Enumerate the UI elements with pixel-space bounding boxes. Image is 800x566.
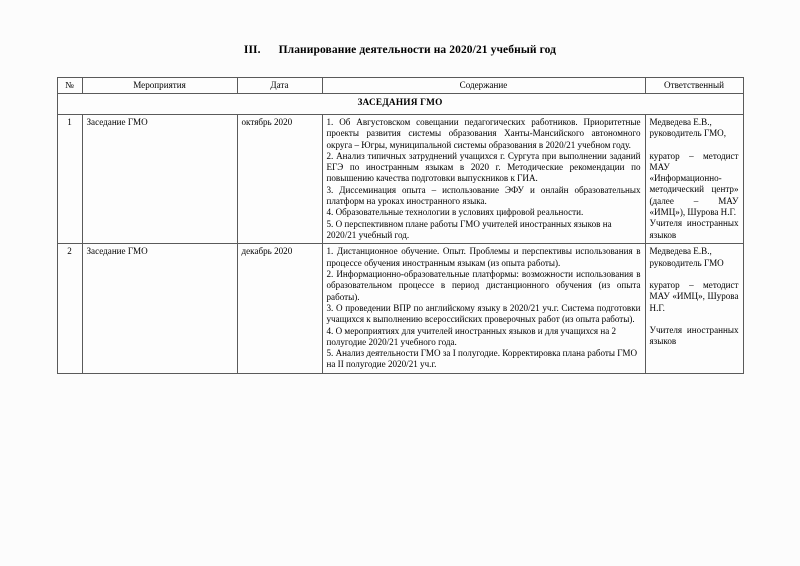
content-item: 5. О перспективном плане работы ГМО учителей иностранных языков на 2020/21 учебный год. (326, 218, 612, 240)
table-header (57, 78, 743, 94)
page-title (0, 0, 800, 56)
blank-line (650, 269, 739, 280)
section-header-label: ЗАСЕДАНИЯ ГМО (57, 94, 743, 115)
activity-planning-table (57, 77, 744, 374)
responsible-line: куратор – методист МАУ «Информационно-методический центр» (далее – МАУ «ИМЦ»), Шурова Н.Г. (649, 150, 739, 218)
table-body (57, 94, 743, 373)
blank-line (650, 314, 739, 325)
content-item: 5. Анализ деятельности ГМО за I полугодие. Корректировка плана работы ГМО на II полугодие 2020/21 уч.г. (326, 348, 638, 370)
row-responsible (645, 244, 743, 373)
responsible-line: руководитель ГМО (649, 257, 724, 268)
content-item: 1. Дистанционное обучение. Опыт. Проблемы и перспективы использования в процессе обучения иностранным языкам (из опыта работы). (326, 246, 641, 268)
section-header-row (57, 94, 743, 115)
content-item: 1. Об Августовском совещании педагогических работников. Приоритетные проекты развития системы образования Ханты-Мансийского автономного округа – Югры, муниципальной системы образования в 2020/21 учебном году. (326, 116, 641, 150)
content-item: 3. О проведении ВПР по английскому языку в 2020/21 уч.г. Система подготовки учащихся к выполнению всероссийских проверочных работ (из опыта работы). (326, 302, 641, 325)
responsible-line: Учителя иностранных языков (649, 324, 739, 347)
row-content (322, 114, 645, 243)
row-number: 1 (57, 114, 82, 243)
column-header-event: Мероприятия (82, 78, 237, 94)
row-date: декабрь 2020 (237, 244, 322, 373)
row-number: 2 (57, 244, 82, 373)
column-header-content: Содержание (322, 78, 645, 94)
row-date: октябрь 2020 (237, 114, 322, 243)
content-item: 4. О мероприятиях для учителей иностранных языков и для учащихся на 2 полугодие 2020/21 учебного года. (326, 325, 617, 347)
table-header-row (57, 78, 743, 94)
row-content (322, 244, 645, 373)
responsible-line: руководитель ГМО, (649, 128, 727, 139)
row-event: Заседание ГМО (82, 114, 237, 243)
responsible-line: Медведева Е.В., (649, 246, 712, 257)
responsible-line: куратор – методист МАУ «ИМЦ», Шурова Н.Г. (649, 279, 739, 313)
content-item: 4. Образовательные технологии в условиях цифровой реальности. (326, 207, 584, 218)
heading-numeral: III. (243, 44, 261, 56)
column-header-number: № (57, 78, 82, 94)
heading-text: Планирование деятельности на 2020/21 учебный год (278, 44, 557, 56)
column-header-responsible: Ответственный (645, 78, 743, 94)
content-item: 3. Диссеминация опыта – использование ЭФУ и онлайн образовательных платформ на уроках иностранного языка. (326, 184, 641, 207)
table-row (57, 244, 743, 373)
row-responsible (645, 114, 743, 243)
table-row (57, 114, 743, 243)
column-header-date: Дата (237, 78, 322, 94)
content-item: 2. Информационно-образовательные платформы: возможности использования в образовательном процессе в период дистанционного обучения (из опыта работы). (326, 268, 641, 302)
blank-line (650, 140, 739, 151)
responsible-line: Медведева Е.В., (649, 116, 712, 127)
content-item: 2. Анализ типичных затруднений учащихся г. Сургута при выполнении заданий ЕГЭ по иностранным языкам в 2020 г. Методические рекомендации по повышению качества подготовки выпускников к ГИА. (326, 150, 641, 184)
row-event: Заседание ГМО (82, 244, 237, 373)
responsible-line: Учителя иностранных языков (649, 218, 739, 240)
